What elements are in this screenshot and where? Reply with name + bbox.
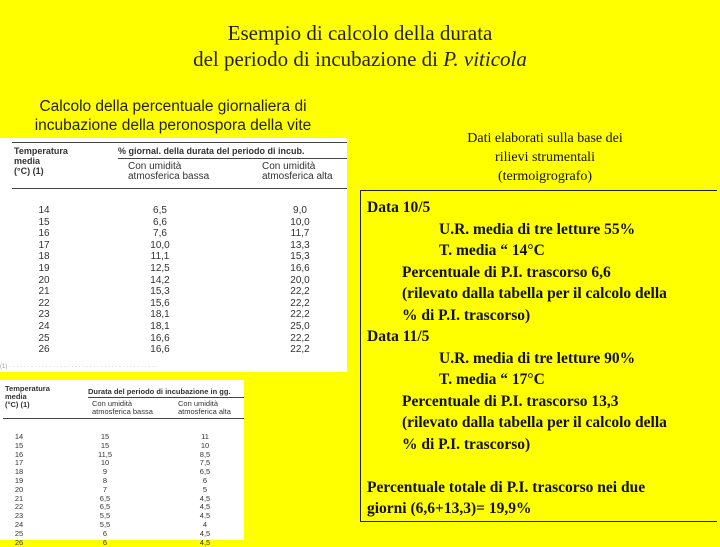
caption-line-1: Calcolo della percentuale giornaliera di — [39, 98, 307, 115]
cell-high: 8,5 — [199, 449, 211, 459]
cell-temp: 16 — [14, 449, 24, 459]
cell-high: 6,5 — [199, 467, 211, 477]
cell-temp: 14 — [38, 205, 50, 216]
cell-low: 11,1 — [150, 251, 170, 263]
table-row — [0, 467, 244, 476]
table-footnote: (1) · · · · · · · · · · · · · · · · · · · · · · · · · · · · · · · · · · · · · · · · · — [0, 364, 158, 370]
table-row — [0, 287, 347, 297]
cell-low: 15 — [100, 432, 110, 441]
cell-high: 22,2 — [290, 332, 310, 344]
cell-low: 8 — [102, 476, 108, 485]
cell-temp: 20 — [38, 274, 50, 286]
cell-high: 7,5 — [199, 458, 211, 468]
cell-high: 11,7 — [290, 228, 310, 240]
cell-low: 18,1 — [150, 321, 170, 332]
table-row — [0, 502, 244, 511]
cell-high: 6 — [202, 476, 208, 485]
title-line-1: Esempio di calcolo della durata — [227, 21, 493, 45]
table-caption — [0, 97, 346, 135]
table-row — [0, 276, 347, 286]
cell-high: 22,2 — [290, 297, 310, 309]
col-temperature: Temperatura media (°C) (1) — [14, 146, 68, 176]
data-source-note — [400, 129, 690, 186]
header-rule — [12, 188, 347, 189]
cell-low: 10,0 — [150, 239, 170, 251]
cell-high: 4,5 — [199, 528, 211, 538]
table-row — [0, 218, 347, 228]
humidity-2: U.R. media di tre letture 90% — [439, 350, 636, 367]
source-note-2: (rilevato dalla tabella per il calcolo della — [402, 414, 667, 431]
col-temperature-2: Temperatura media (°C) (1) — [5, 384, 50, 409]
cell-temp: 14 — [14, 432, 24, 441]
table-row — [0, 476, 244, 485]
table-row — [0, 334, 347, 344]
table-row — [0, 441, 244, 450]
table-row — [0, 264, 347, 274]
cell-high: 20,0 — [290, 274, 310, 286]
cell-high: 25,0 — [290, 321, 310, 332]
cell-low: 16,6 — [150, 332, 170, 344]
cell-temp: 23 — [14, 511, 24, 521]
col-group-header-2: Durata del periodo di incubazione in gg. — [88, 387, 231, 396]
percentage-1: Percentuale di P.I. trascorso 6,6 — [402, 264, 611, 281]
source-note-2b: % di P.I. trascorso) — [402, 436, 531, 453]
cell-low: 6,5 — [153, 205, 167, 216]
table-row — [0, 432, 244, 441]
cell-high: 10,0 — [290, 216, 310, 228]
temperature-2: T. media “ 17°C — [439, 371, 545, 388]
table-row — [0, 310, 347, 320]
cell-temp: 24 — [38, 321, 50, 332]
table-row — [0, 450, 244, 459]
source-note-1b: % di P.I. trascorso) — [402, 307, 531, 324]
table-row — [0, 494, 244, 503]
cell-temp: 17 — [14, 458, 24, 468]
cell-temp: 25 — [14, 528, 24, 538]
cell-low: 10 — [100, 458, 110, 468]
cell-temp: 19 — [38, 263, 50, 274]
note-line-1: Dati elaborati sulla base dei — [467, 131, 623, 146]
cell-high: 4,5 — [199, 511, 211, 521]
cell-high: 4,5 — [199, 537, 211, 547]
cell-high: 15,3 — [290, 251, 310, 263]
cell-low: 15,3 — [150, 286, 170, 298]
percentage-table — [0, 138, 347, 372]
cell-temp: 17 — [38, 239, 50, 251]
total-line-2: giorni (6,6+13,3)= 19,9% — [367, 500, 532, 517]
table-row — [0, 345, 347, 355]
cell-low: 14,2 — [150, 274, 170, 286]
cell-temp: 19 — [14, 476, 24, 485]
cell-low: 7,6 — [153, 228, 167, 240]
cell-high: 22,2 — [290, 344, 310, 356]
cell-temp: 25 — [38, 332, 50, 344]
cell-high: 4 — [202, 520, 208, 529]
col-high-humidity-2: Con umidità atmosferica alta — [178, 399, 231, 416]
cell-low: 9 — [102, 467, 108, 477]
cell-low: 7 — [102, 484, 108, 494]
table-row — [0, 229, 347, 239]
table-row — [0, 241, 347, 251]
cell-low: 6,5 — [99, 493, 111, 503]
note-line-3: (termoigrografo) — [497, 169, 593, 184]
caption-line-2: incubazione della peronospora della vite — [34, 117, 312, 134]
cell-high: 11 — [201, 432, 209, 441]
cell-low: 6 — [102, 537, 108, 547]
cell-high: 22,2 — [290, 309, 310, 321]
col-low-humidity-2: Con umidità atmosferica bassa — [92, 399, 153, 416]
table-row — [0, 538, 244, 547]
table-row — [0, 529, 244, 538]
cell-temp: 15 — [14, 440, 24, 450]
cell-low: 5,5 — [99, 511, 111, 521]
humidity-1: U.R. media di tre letture 55% — [439, 221, 636, 238]
col-high-humidity: Con umidità atmosferica alta — [262, 161, 333, 182]
cell-high: 10 — [200, 440, 210, 450]
cell-temp: 15 — [38, 216, 50, 228]
cell-low: 16,6 — [150, 344, 170, 356]
table-row — [0, 206, 347, 216]
cell-temp: 22 — [14, 502, 24, 512]
note-line-2: rilievi strumentali — [495, 150, 595, 165]
cell-low: 5,5 — [99, 520, 111, 529]
source-note-1: (rilevato dalla tabella per il calcolo della — [402, 285, 667, 302]
cell-temp: 23 — [38, 309, 50, 321]
duration-table — [0, 380, 244, 547]
cell-temp: 21 — [14, 493, 24, 503]
cell-high: 4,5 — [199, 502, 211, 512]
table-row — [0, 322, 347, 332]
cell-temp: 18 — [38, 251, 50, 263]
table-row — [0, 520, 244, 529]
cell-temp: 21 — [38, 286, 50, 298]
table-row — [0, 485, 244, 494]
cell-low: 6 — [102, 528, 108, 538]
table-row — [0, 252, 347, 262]
cell-temp: 24 — [14, 520, 24, 529]
temperature-1: T. media “ 14°C — [439, 242, 545, 259]
cell-low: 18,1 — [150, 309, 170, 321]
header-rule-2 — [3, 418, 244, 419]
group-rule-2 — [88, 397, 244, 398]
cell-low: 6,5 — [99, 502, 111, 512]
date-2: Data 11/5 — [367, 328, 430, 345]
table-row — [0, 458, 244, 467]
title-species: P. viticola — [443, 47, 527, 71]
col-group-header: % giornal. della durata del periodo di incub. — [118, 146, 305, 156]
cell-high: 13,3 — [290, 239, 310, 251]
cell-temp: 26 — [14, 537, 24, 547]
slide-title — [0, 20, 720, 72]
percentage-2: Percentuale di P.I. trascorso 13,3 — [402, 393, 619, 410]
table-row — [0, 299, 347, 309]
cell-temp: 20 — [14, 484, 24, 494]
cell-low: 15 — [100, 440, 110, 450]
group-rule — [118, 158, 347, 159]
col-low-humidity: Con umidità atmosferica bassa — [128, 161, 210, 182]
cell-temp: 22 — [38, 297, 50, 309]
cell-high: 9,0 — [293, 205, 307, 216]
cell-temp: 16 — [38, 228, 50, 240]
date-1: Data 10/5 — [367, 199, 431, 216]
table-row — [0, 511, 244, 520]
table-top-rule — [12, 142, 347, 143]
cell-high: 5 — [202, 484, 208, 494]
title-line-2 — [0, 46, 720, 72]
cell-temp: 26 — [38, 344, 50, 356]
total-line-1: Percentuale totale di P.I. trascorso nei due — [367, 479, 646, 496]
cell-high: 16,6 — [290, 263, 310, 274]
cell-high: 22,2 — [290, 286, 310, 298]
cell-low: 15,6 — [150, 297, 170, 309]
cell-low: 11,5 — [97, 449, 113, 459]
cell-low: 6,6 — [153, 216, 167, 228]
cell-temp: 18 — [14, 467, 24, 477]
calculation-box — [360, 190, 717, 522]
title-prefix: del periodo di incubazione di — [193, 47, 444, 71]
cell-low: 12,5 — [150, 263, 170, 274]
cell-high: 4,5 — [199, 493, 211, 503]
